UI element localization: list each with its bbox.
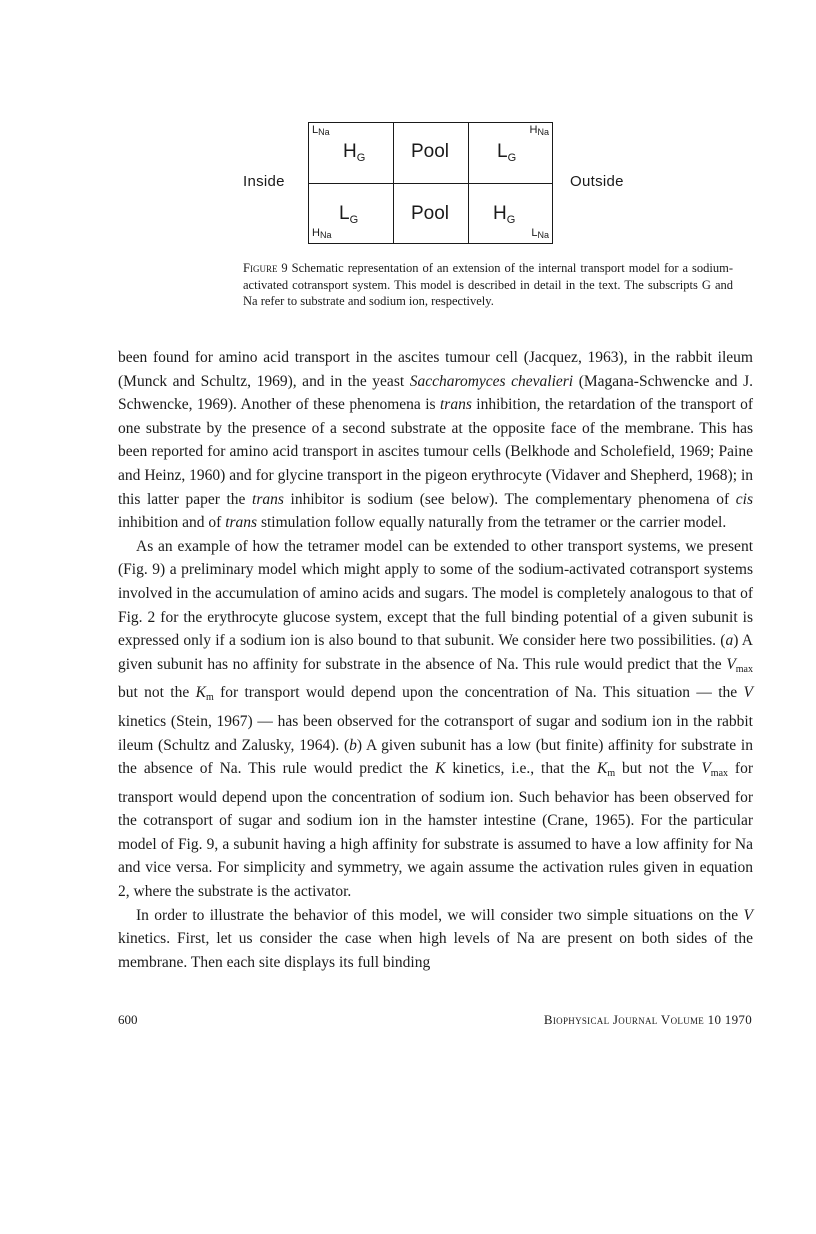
cell-top-left-main: $H_G$ [343, 141, 366, 164]
cell-bottom-left-corner: HNa [312, 227, 332, 240]
cell-bottom-left-main: $L_G$ [339, 203, 359, 226]
cell-bottom-right-main: $H_G$ [493, 203, 516, 226]
transport-model-grid [308, 122, 553, 244]
outside-label: Outside [570, 173, 624, 190]
body-text [118, 346, 753, 974]
figure-caption-label: Figure 9 [243, 261, 288, 275]
figure-9 [0, 0, 816, 320]
journal-footer: Biophysical Journal Volume 10 1970 [543, 1012, 752, 1027]
page-number: 600 [118, 1012, 138, 1027]
paragraph-3: In order to illustrate the behavior of this model, we will consider two simple situations on the V kinetics. First, let us consider the case when high levels of Na are present on both sides of the membrane. Then each site displays its full binding [118, 906, 753, 971]
cell-bottom-right-corner: LNa [531, 227, 549, 240]
grid-divider-vertical-right [468, 123, 469, 243]
grid-divider-vertical-left [393, 123, 394, 243]
figure-caption-text: Schematic representation of an extension of the internal transport model for a sodium-activated cotransport system. This model is described in detail in the text. The subscripts G and Na refer to substrate and sodium ion, respectively. [243, 261, 734, 308]
paragraph-2: As an example of how the tetramer model can be extended to other transport systems, we present (Fig. 9) a preliminary model which might apply to some of the sodium-activated cotransport systems involved in the accumulation of amino acids and sugars. The model is completely analogous to that of Fig. 2 for the erythrocyte glucose system, except that the full binding potential of a given subunit is expressed only if a sodium ion is also bound to that subunit. We consider here two possibilities. (a) A given subunit has no affinity for substrate in the absence of Na. This rule would predict that the Vmax but not the Km for transport would depend upon the concentration of Na. This situation — the V kinetics (Stein, 1967) — has been observed for the cotransport of sugar and sodium ion in the rabbit ileum (Schultz and Zalusky, 1964). (b) A given subunit has a low (but finite) affinity for substrate in the absence of Na. This rule would predict the K kinetics, i.e., that the Km but not the Vmax for transport would depend upon the concentration of sodium ion. Such behavior has been observed for the cotransport of sugar and sodium ion in the hamster intestine (Crane, 1965). For the particular model of Fig. 9, a subunit having a high affinity for substrate is assumed to have a low affinity for Na and vice versa. For simplicity and symmetry, we again assume the activation rules given in equation 2, where the substrate is the activator. [118, 537, 753, 901]
paragraph-1: been found for amino acid transport in the ascites tumour cell (Jacquez, 1963), in the rabbit ileum (Munck and Schultz, 1969), and in the yeast Saccharomyces chevalieri (Magana-Schwencke and J. Schwencke, 1969). Another of these phenomena is trans inhibition, the retardation of the transport of one substrate by the presence of a second substrate at the opposite face of the membrane. This has been reported for amino acid transport in ascites tumour cells (Belkhode and Scholefield, 1969; Paine and Heinz, 1960) and for glycine transport in the pigeon erythrocyte (Vidaver and Shepherd, 1968); in this latter paper the trans inhibitor is sodium (see below). The complementary phenomena of cis inhibition and of trans stimulation follow equally naturally from the tetramer or the carrier model. [118, 349, 754, 532]
cell-bottom-pool: Pool [411, 203, 450, 224]
cell-top-right-corner: HNa [529, 124, 549, 137]
inside-label: Inside [243, 173, 285, 190]
cell-top-pool: Pool [411, 141, 450, 162]
grid-divider-horizontal [309, 183, 552, 184]
cell-top-right-main: $L_G$ [497, 141, 517, 164]
cell-top-left-corner: LNa [312, 124, 330, 137]
figure-caption [243, 260, 733, 310]
